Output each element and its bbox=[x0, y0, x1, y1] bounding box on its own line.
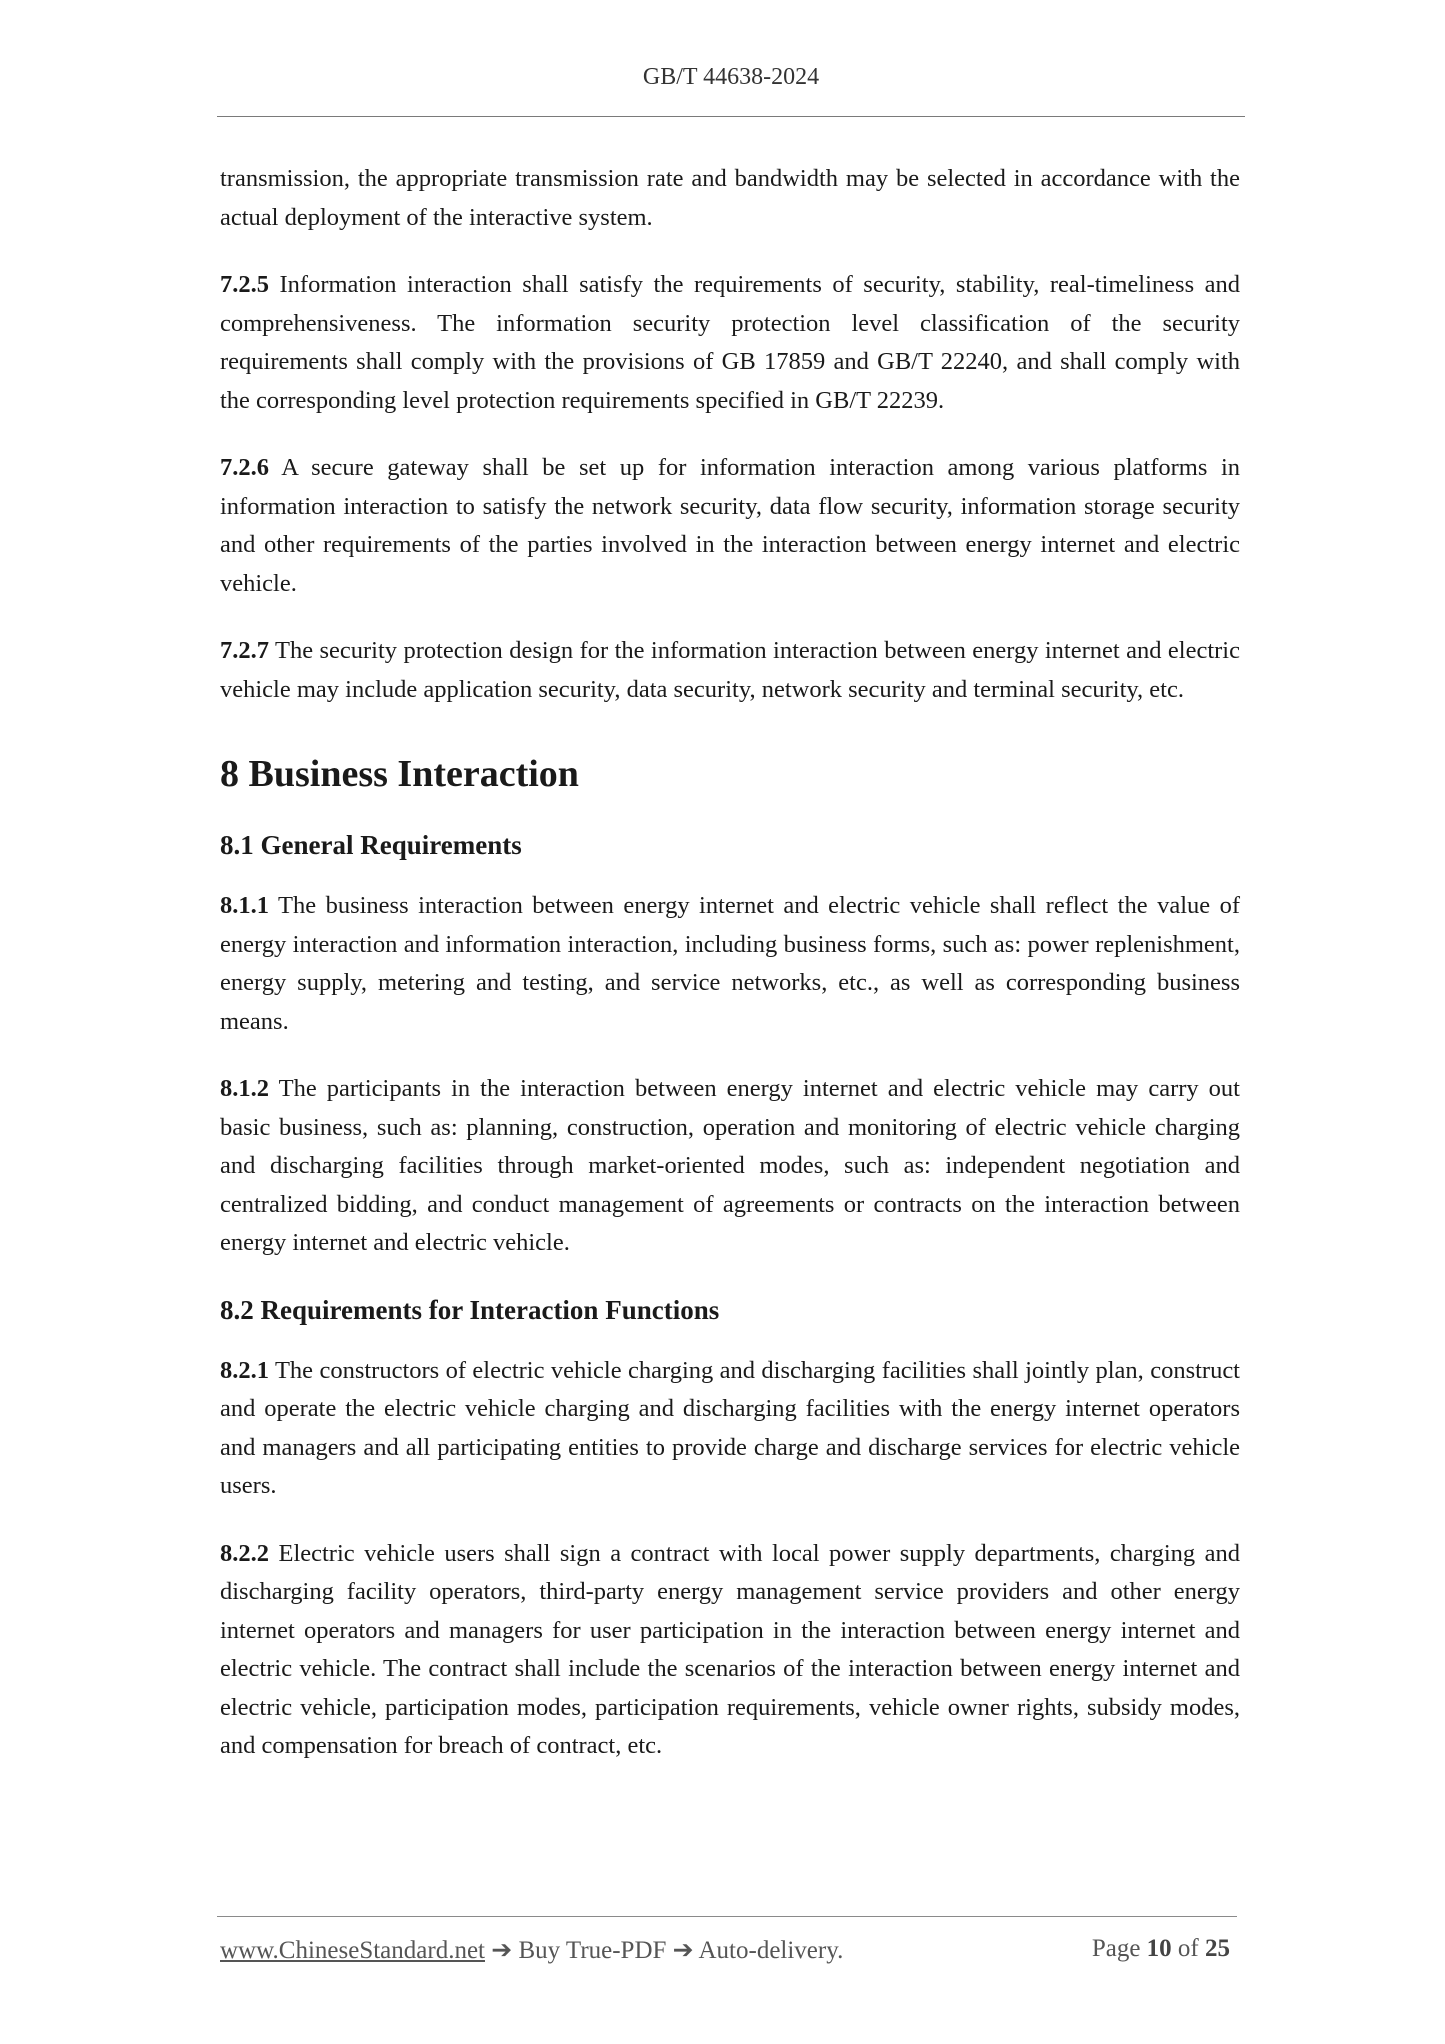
clause-8-1-2 bbox=[220, 1070, 1240, 1263]
clause-number: 7.2.5 bbox=[220, 271, 269, 298]
page-footer bbox=[220, 1935, 1230, 1965]
clause-text: The participants in the interaction between energy internet and electric vehicle may carry out basic business, such as: planning, construction, operation and monitoring of electric vehicle charging and discharging facilities through market-oriented modes, such as: independent negotiation and centralized bidding, and conduct management of agreements or contracts on the interaction between energy internet and electric vehicle. bbox=[220, 1075, 1240, 1256]
clause-8-1-1 bbox=[220, 887, 1240, 1041]
footer-promo bbox=[220, 1935, 843, 1965]
clause-7-2-6 bbox=[220, 449, 1240, 603]
clause-number: 7.2.7 bbox=[220, 637, 269, 664]
clause-number: 8.2.2 bbox=[220, 1539, 269, 1567]
clause-text: The security protection design for the information interaction between energy internet and electric vehicle may include application security, data security, network security and terminal security, etc. bbox=[220, 637, 1240, 703]
clause-text: The constructors of electric vehicle charging and discharging facilities shall jointly plan, construct and operate the electric vehicle charging and discharging facilities with the energy internet operators and managers and all participating entities to provide charge and discharge services for electric vehicle users. bbox=[220, 1356, 1240, 1499]
page-number: 10 bbox=[1146, 1935, 1172, 1962]
website-link[interactable]: www.ChineseStandard.net bbox=[220, 1937, 485, 1964]
subsection-heading-8-1: 8.1 General Requirements bbox=[220, 830, 522, 860]
header-divider bbox=[217, 116, 1245, 117]
clause-text: The business interaction between energy internet and electric vehicle shall reflect the value of energy interaction and information interaction, including business forms, such as: power replenishment, energy supply, metering and testing, and service networks, etc., as well as corresponding business means. bbox=[220, 892, 1240, 1035]
page-label: Page bbox=[1091, 1935, 1147, 1962]
page-indicator bbox=[1092, 1935, 1230, 1965]
clause-text: Electric vehicle users shall sign a contract with local power supply departments, charging and discharging facility operators, third-party energy management service providers and other energy internet operators and managers for user participation in the interaction between energy internet and electric vehicle. The contract shall include the scenarios of the interaction between energy internet and electric vehicle, participation modes, participation requirements, vehicle owner rights, subsidy modes, and compensation for breach of contract, etc. bbox=[220, 1539, 1240, 1759]
clause-text: Information interaction shall satisfy the requirements of security, stability, real-timeliness and comprehensiveness. The information security protection level classification of the security requirements shall comply with the provisions of GB 17859 and GB/T 22240, and shall comply with the corresponding level protection requirements specified in GB/T 22239. bbox=[220, 271, 1240, 414]
clause-8-2-1 bbox=[220, 1352, 1240, 1506]
clause-number: 8.1.2 bbox=[220, 1075, 269, 1102]
clause-7-2-5 bbox=[220, 266, 1240, 420]
clause-text: A secure gateway shall be set up for information interaction among various platforms in information interaction to satisfy the network security, data flow security, information storage security and other requirements of the parties involved in the interaction between energy internet and electric vehicle. bbox=[220, 454, 1240, 597]
clause-number: 7.2.6 bbox=[220, 454, 269, 481]
section-heading-8: 8 Business Interaction bbox=[220, 753, 579, 795]
page-header: GB/T 44638-2024 bbox=[642, 64, 820, 90]
subsection-heading-8-2: 8.2 Requirements for Interaction Functions bbox=[220, 1294, 720, 1325]
clause-number: 8.1.1 bbox=[220, 892, 269, 919]
page-total: 25 bbox=[1205, 1935, 1230, 1962]
footer-divider bbox=[217, 1916, 1237, 1917]
clause-number: 8.2.1 bbox=[220, 1356, 269, 1384]
clause-7-2-7 bbox=[220, 632, 1240, 709]
document-body bbox=[220, 160, 1240, 1795]
footer-tagline: ➔ Buy True-PDF ➔ Auto-delivery. bbox=[485, 1937, 844, 1964]
of-label: of bbox=[1171, 1935, 1205, 1962]
clause-8-2-2 bbox=[220, 1535, 1240, 1766]
paragraph-continuation: transmission, the appropriate transmission rate and bandwidth may be selected in accordance with the actual deployment of the interactive system. bbox=[220, 165, 1240, 231]
